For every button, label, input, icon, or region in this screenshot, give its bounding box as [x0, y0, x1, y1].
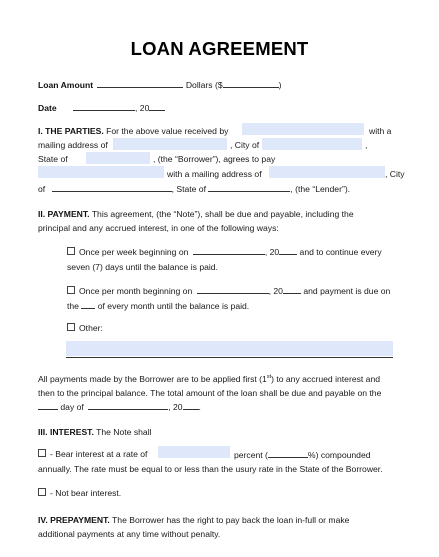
parties-of: of — [38, 184, 46, 194]
parties-lender-text: , (the “Lender”). — [290, 184, 351, 194]
bear-text-b: percent ( — [234, 450, 268, 460]
parties-city-2: , City — [385, 169, 405, 179]
interest-heading: III. INTEREST. — [38, 427, 94, 437]
prepayment-text-1: The Borrower has the right to pay back the loan in-full or make — [112, 515, 350, 525]
weekly-year-field[interactable] — [279, 246, 297, 255]
monthly-year-field[interactable] — [283, 285, 301, 294]
payment-line-1 — [38, 209, 354, 219]
borrower-address-field[interactable] — [269, 166, 385, 178]
interest-option-none — [38, 488, 121, 498]
date-label: Date — [38, 103, 57, 113]
due-month-field[interactable] — [88, 401, 168, 410]
dollars-label: Dollars ($ — [185, 80, 223, 90]
monthly-text-c: the — [67, 301, 79, 311]
loan-amount-number-field[interactable] — [223, 79, 279, 88]
parties-city-1: , City of — [230, 140, 260, 150]
interest-rate-words-field[interactable] — [158, 446, 230, 458]
all-text-3a: day of — [60, 402, 84, 412]
lender-city-field[interactable] — [262, 138, 362, 150]
parties-text-2: mailing address of — [38, 140, 108, 150]
loan-amount-label: Loan Amount — [38, 80, 94, 90]
payment-text-2: principal and any accrued interest, in one of the following ways: — [38, 223, 279, 233]
payment-text-1: This agreement, (the “Note”), shall be due and payable, including the — [91, 209, 354, 219]
payment-all-line-1 — [38, 374, 380, 384]
lender-address-field[interactable] — [113, 138, 227, 150]
all-text-2: then to the principal balance. The total amount of the loan shall be due and payable on the — [38, 388, 382, 398]
weekly-year-prefix: , 20 — [264, 247, 280, 257]
interest-option-bear-b — [234, 449, 371, 460]
other-checkbox[interactable] — [67, 323, 75, 331]
parties-heading: I. THE PARTIES. — [38, 126, 104, 136]
other-payment-field[interactable] — [66, 341, 393, 356]
all-text-1b: ) to any accrued interest and — [271, 374, 381, 384]
monthly-year-prefix: , 20 — [268, 286, 283, 296]
bear-text-a: - Bear interest at a rate of — [50, 449, 148, 459]
payment-heading: II. PAYMENT. — [38, 209, 90, 219]
parties-text-4: with a mailing address of — [167, 169, 262, 179]
prepayment-text-2: additional payments at any time without penalty. — [38, 529, 221, 539]
loan-amount-close: ) — [278, 80, 282, 90]
weekly-text-b: and to continue every — [299, 247, 382, 257]
payment-option-other — [67, 323, 103, 333]
payment-all-line-3 — [38, 401, 201, 412]
lender-name-field[interactable] — [242, 123, 364, 135]
parties-text-1-end: with a — [369, 126, 392, 136]
parties-state-1: State of — [38, 154, 68, 164]
parties-line-1 — [38, 126, 228, 136]
loan-amount-words-field[interactable] — [97, 79, 183, 88]
borrower-city-field[interactable] — [52, 183, 172, 192]
document-title: LOAN AGREEMENT — [130, 38, 309, 59]
all-text-1-sup: st — [266, 374, 272, 381]
monthly-text-d: of every month until the balance is paid. — [97, 301, 250, 311]
prepayment-line-1 — [38, 515, 349, 525]
date-year-field[interactable] — [149, 102, 165, 111]
parties-comma-1: , — [365, 140, 368, 150]
payment-option-monthly — [67, 285, 390, 296]
weekly-start-date-field[interactable] — [193, 246, 265, 255]
payment-option-weekly — [67, 246, 382, 257]
borrower-name-field[interactable] — [38, 166, 164, 178]
prepayment-heading: IV. PREPAYMENT. — [38, 515, 110, 525]
monthly-text-a: Once per month beginning on — [79, 286, 193, 296]
due-day-field[interactable] — [38, 401, 58, 410]
monthly-line-2 — [67, 300, 249, 311]
bear-text-c: %) compounded — [307, 450, 371, 460]
weekly-text-a: Once per week beginning on — [79, 247, 189, 257]
weekly-checkbox[interactable] — [67, 247, 75, 255]
interest-option-bear — [38, 449, 147, 459]
monthly-day-field[interactable] — [81, 300, 95, 309]
all-text-3b: , 20 — [168, 402, 183, 412]
interest-heading-text: The Note shall — [96, 427, 152, 437]
parties-state-2: , State of — [171, 184, 206, 194]
lender-state-field[interactable] — [86, 152, 150, 164]
due-year-field[interactable] — [183, 401, 199, 410]
parties-text-1: For the above value received by — [106, 126, 229, 136]
all-text-3c: . — [198, 402, 201, 412]
monthly-text-b: and payment is due on — [303, 286, 391, 296]
interest-rate-number-field[interactable] — [268, 449, 308, 458]
other-label: Other: — [79, 323, 103, 333]
other-payment-underline — [66, 357, 393, 358]
interest-heading-line — [38, 427, 152, 437]
date-year-prefix: , 20 — [135, 103, 150, 113]
loan-amount-row — [38, 79, 282, 90]
monthly-start-date-field[interactable] — [197, 285, 269, 294]
parties-line-5 — [38, 183, 350, 194]
weekly-text-c: seven (7) days until the balance is paid. — [67, 262, 218, 272]
all-text-1a: All payments made by the Borrower are to be applied first (1 — [38, 374, 267, 384]
bear-interest-checkbox[interactable] — [38, 449, 46, 457]
no-interest-checkbox[interactable] — [38, 488, 46, 496]
bear-text-line-2: annually. The rate must be equal to or less than the usury rate in the State of the Borrower. — [38, 464, 383, 474]
parties-text-3: , (the “Borrower”), agrees to pay — [153, 154, 276, 164]
date-field[interactable] — [73, 102, 135, 111]
monthly-checkbox[interactable] — [67, 286, 75, 294]
borrower-state-field[interactable] — [208, 183, 290, 192]
date-row — [38, 102, 165, 113]
no-interest-text: - Not bear interest. — [50, 488, 122, 498]
